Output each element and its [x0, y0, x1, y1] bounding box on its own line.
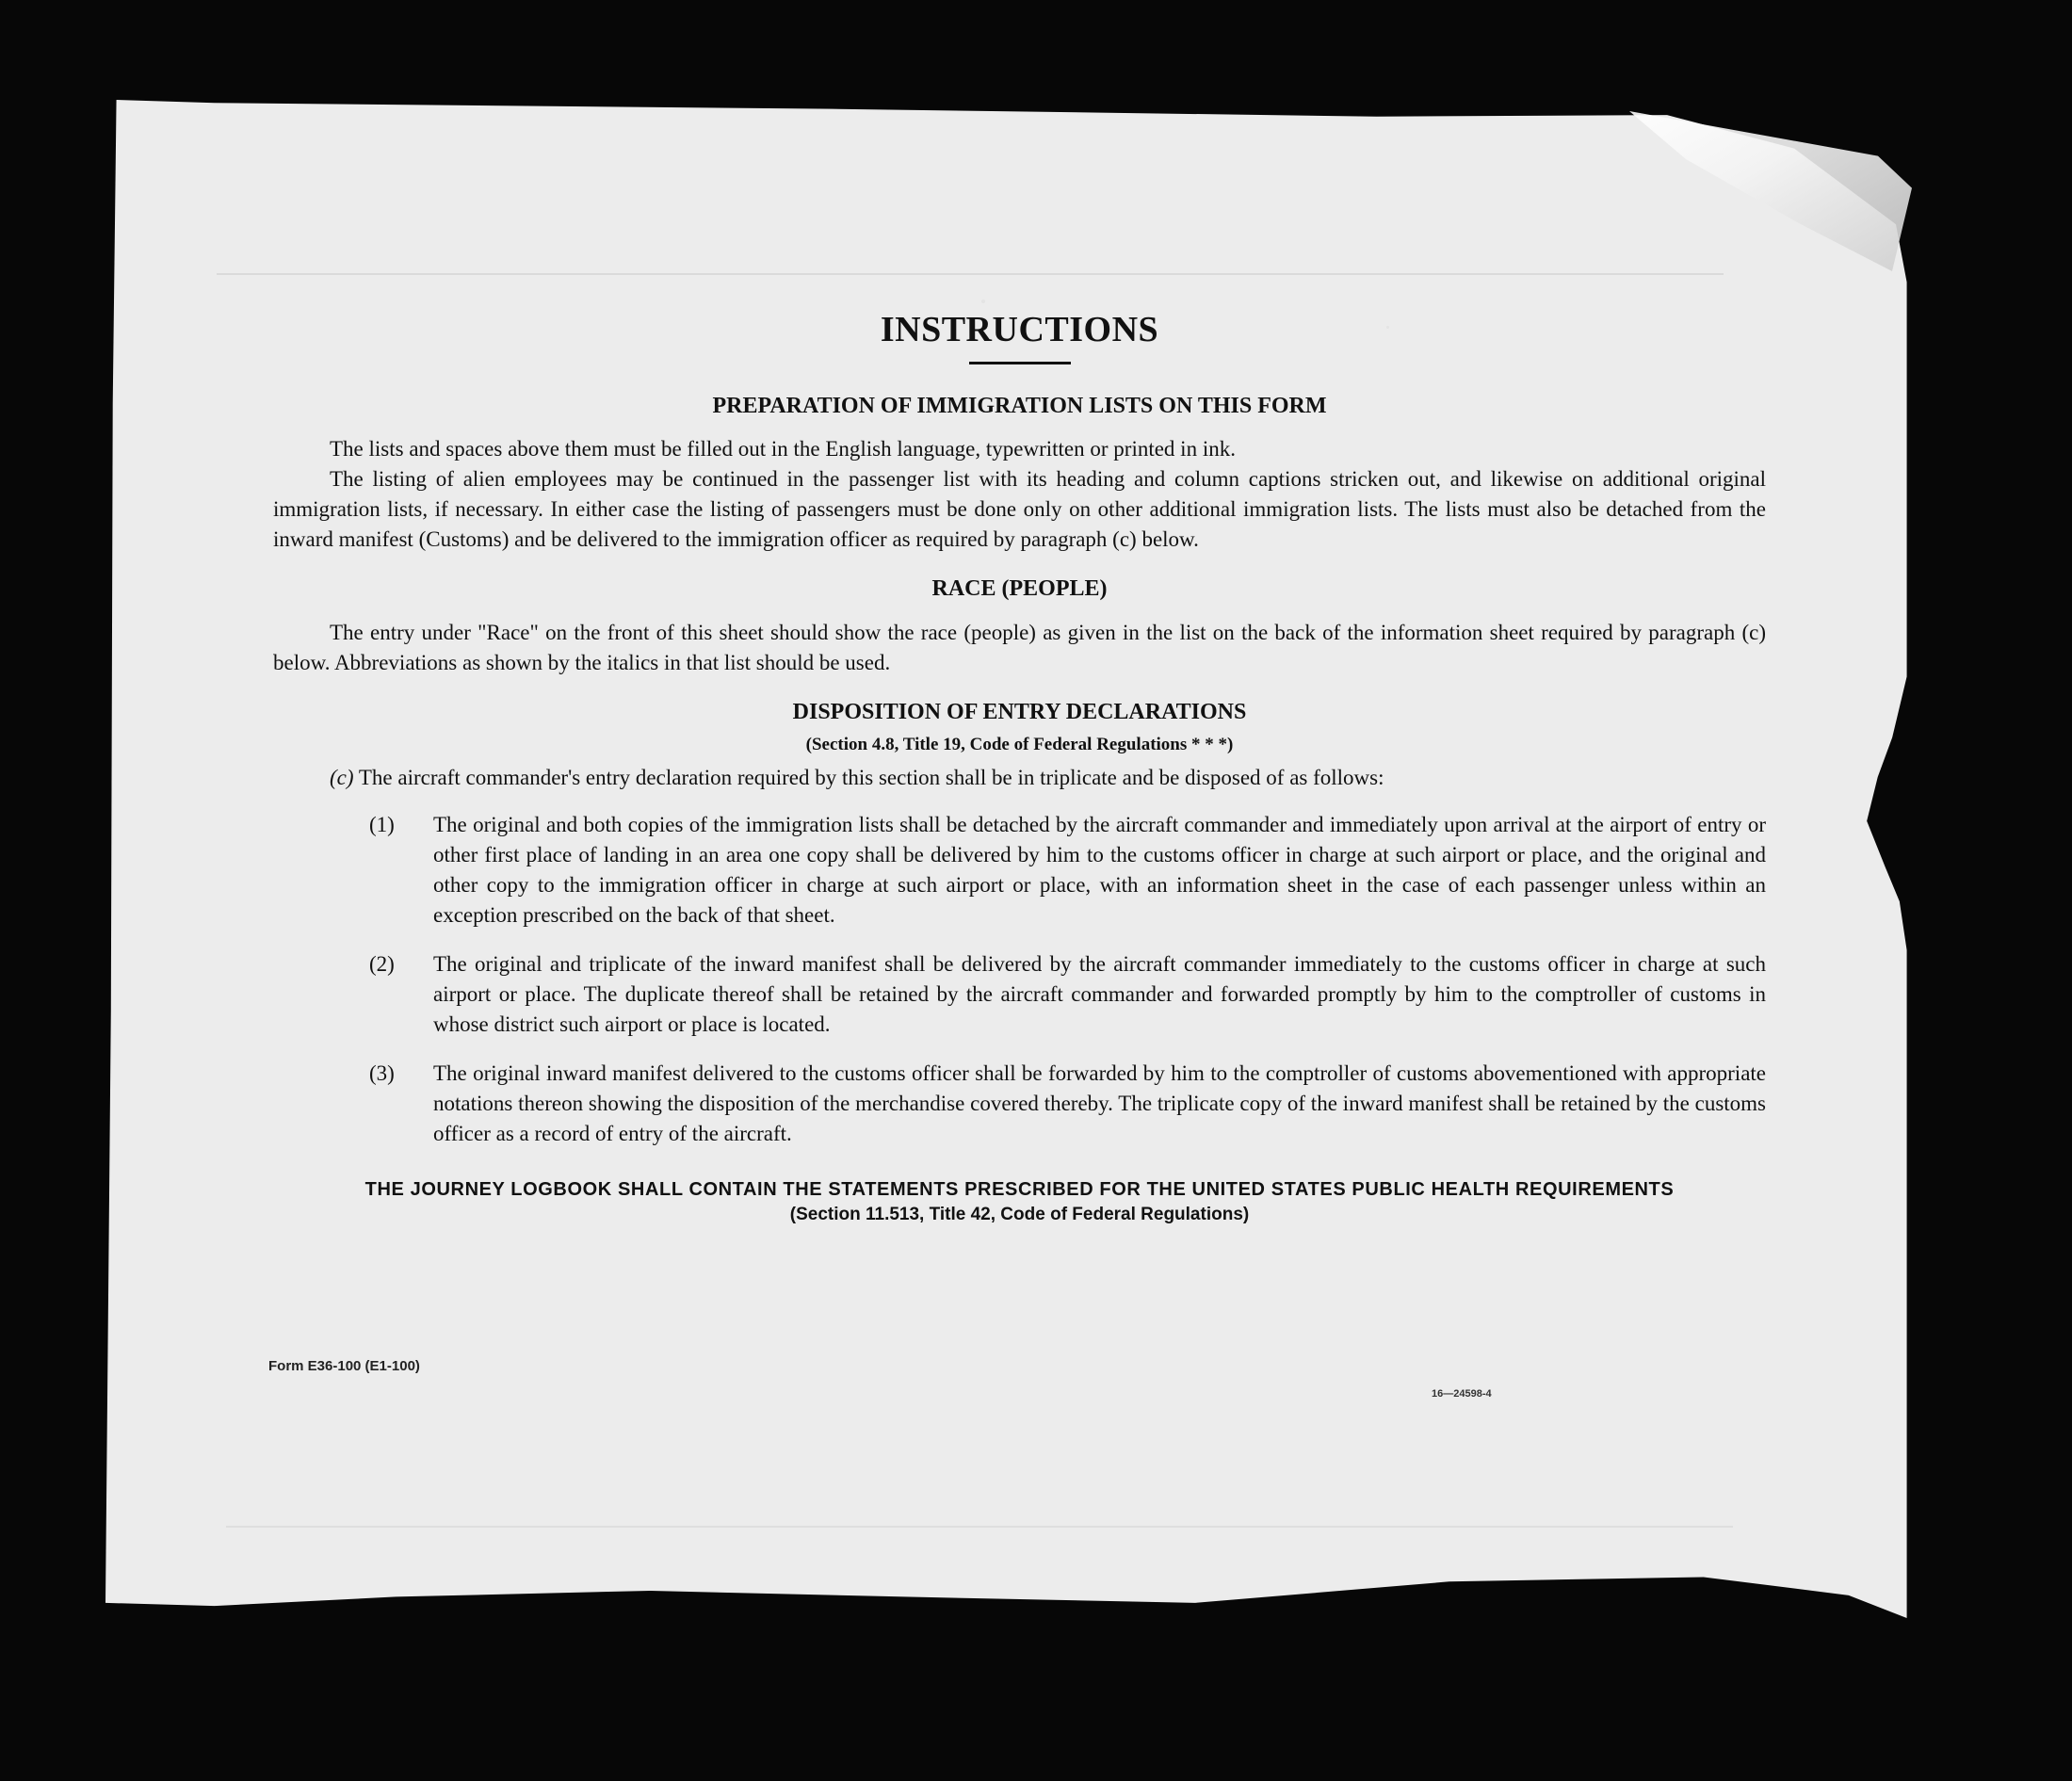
list-item-number: (1) — [369, 812, 395, 836]
health-requirements-citation: (Section 11.513, Title 42, Code of Federal Regulations) — [789, 1204, 1250, 1224]
list-item — [273, 810, 1766, 931]
list-item-text: The original inward manifest delivered to the customs officer shall be forwarded by him to the comptroller of customs abovementioned with appropriate notations thereon showing the disposition of the merchandise covered thereby. The triplicate copy of the inward manifest shall be retained by the customs officer as a record of entry of the aircraft. — [433, 1061, 1766, 1145]
paragraph-race-entry: The entry under "Race" on the front of this sheet should show the race (people) as given in the list on the back of the information sheet required by paragraph (c) below. Abbreviations as shown by the italics in that list should be used. — [273, 621, 1766, 675]
list-item — [273, 1059, 1766, 1149]
clause-c — [273, 763, 1766, 793]
section-heading-disposition: DISPOSITION OF ENTRY DECLARATIONS — [792, 700, 1247, 725]
bleed-through-line — [226, 1526, 1733, 1528]
section-heading-race: RACE (PEOPLE) — [931, 576, 1108, 602]
list-item-number: (3) — [369, 1061, 395, 1085]
title-underline — [969, 362, 1071, 364]
instructions-content — [273, 301, 1766, 1226]
print-code: 16—24598-4 — [1432, 1388, 1492, 1400]
list-item-number: (2) — [369, 951, 395, 976]
list-item — [273, 949, 1766, 1040]
list-item-text: The original and triplicate of the inward manifest shall be delivered by the aircraft commander immediately to the customs officer in charge at such airport or place. The duplicate thereof shall be retained by the aircraft commander and forwarded promptly by him to the comptroller of customs in whose district such airport or place is located. — [433, 951, 1766, 1036]
disposition-citation: (Section 4.8, Title 19, Code of Federal Regulations * * *) — [805, 734, 1234, 754]
paragraph-alien-employees: The listing of alien employees may be continued in the passenger list with its heading and column captions stricken out, and likewise on additional original immigration lists, if necessary. In either case the listing of passengers must be done only on other additional immigration lists. The lists must also be detached from the inward manifest (Customs) and be delivered to the immigration officer as required by paragraph (c) below. — [273, 467, 1766, 552]
list-item-text: The original and both copies of the immigration lists shall be detached by the aircraft commander and immediately upon arrival at the airport of entry or other first place of landing in an area one copy shall be delivered by him to the customs officer in charge at such airport or place, and the original and other copy to the immigration officer in charge at such airport or place, with an information sheet in the case of each passenger unless within an exception prescribed on the back of that sheet. — [433, 812, 1766, 927]
health-requirements-statement: THE JOURNEY LOGBOOK SHALL CONTAIN THE STATEMENTS PRESCRIBED FOR THE UNITED STATES PUBLIC HEALTH REQUIREMENTS — [364, 1178, 1675, 1200]
page-title: INSTRUCTIONS — [880, 310, 1159, 349]
clause-c-label: (c) — [330, 765, 354, 789]
paragraph-lists-language: The lists and spaces above them must be filled out in the English language, typewritten or printed in ink. — [330, 437, 1236, 461]
section-heading-preparation: PREPARATION OF IMMIGRATION LISTS ON THIS FORM — [712, 393, 1327, 418]
clause-c-text: The aircraft commander's entry declaration required by this section shall be in triplicate and be disposed of as follows: — [358, 765, 1384, 789]
bleed-through-line — [217, 273, 1724, 275]
form-number: Form E36-100 (E1-100) — [268, 1358, 420, 1374]
